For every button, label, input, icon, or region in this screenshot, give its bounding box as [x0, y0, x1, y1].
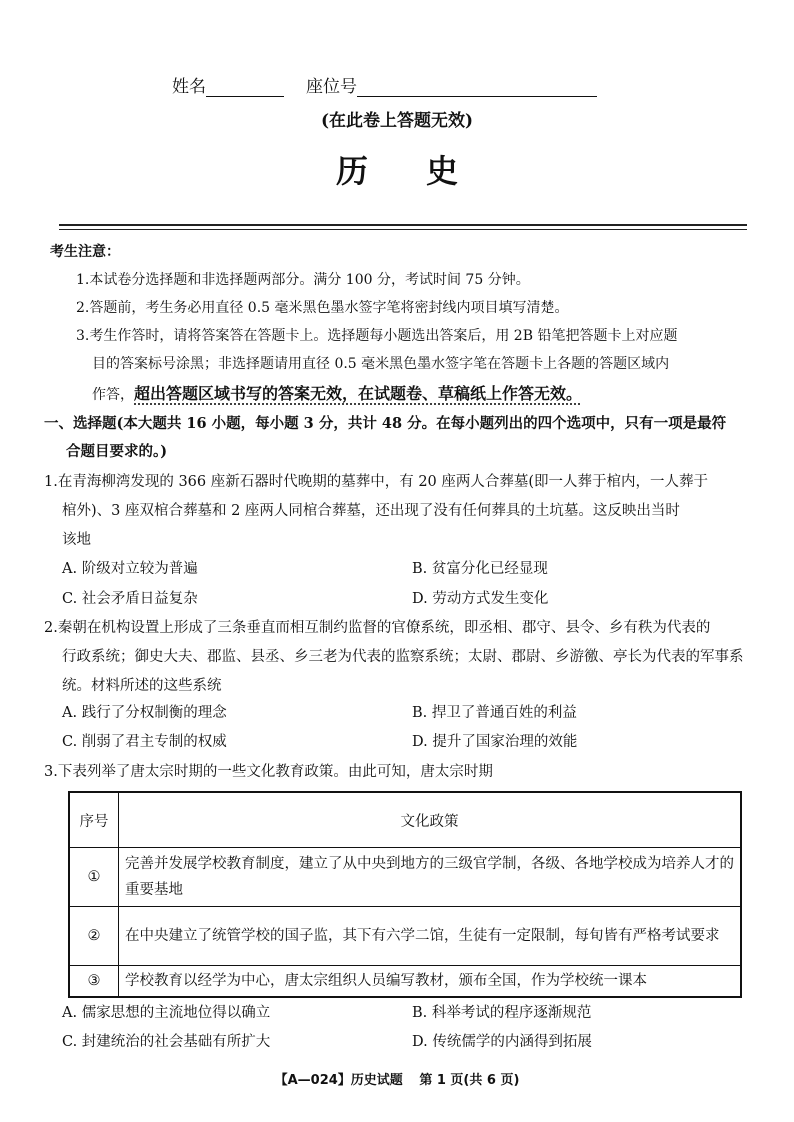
divider-thick — [59, 224, 747, 226]
seat-blank — [357, 78, 597, 97]
question-3-stem: 3.下表列举了唐太宗时期的一些文化教育政策。由此可知，唐太宗时期 — [44, 764, 493, 780]
notice-item-3: 3.考生作答时，请将答案答在答题卡上。选择题每小题选出答案后，用 2B 铅笔把答题卡上对应题 — [76, 328, 678, 344]
invalid-note: (在此卷上答题无效) — [320, 111, 474, 131]
name-label: 姓名 — [172, 77, 206, 97]
question-1-line-1: 1.在青海柳湾发现的 366 座新石器时代晚期的墓葬中，有 20 座两人合葬墓(即一人葬于棺内，一人葬于 — [44, 474, 709, 490]
table-cell-text: 在中央建立了统管学校的国子监，其下有六学二馆，生徒有一定限制，每旬皆有严格考试要求 — [119, 907, 742, 966]
notice-item-3-tail: 作答， — [92, 387, 134, 403]
question-3-option-c[interactable]: C. 封建统治的社会基础有所扩大 — [62, 1034, 271, 1050]
table-row — [69, 907, 741, 966]
table-cell-num: ① — [69, 848, 119, 907]
policy-table — [68, 791, 742, 998]
question-1-line-3: 该地 — [62, 532, 91, 548]
question-2-option-a[interactable]: A. 践行了分权制衡的理念 — [62, 705, 227, 721]
section-heading — [44, 410, 750, 439]
page-footer — [0, 1069, 794, 1088]
table-header-num: 序号 — [69, 792, 119, 848]
footer-page: 第 1 页(共 6 页) — [419, 1073, 520, 1088]
name-blank — [206, 78, 284, 97]
subject-title: 历史 — [335, 152, 516, 190]
table-cell-num: ③ — [69, 966, 119, 998]
notice-item-3-cont: 目的答案标号涂黑；非选择题请用直径 0.5 毫米黑色墨水签字笔在答题卡上各题的答题区域内 — [92, 356, 670, 372]
question-1-option-c[interactable]: C. 社会矛盾日益复杂 — [62, 591, 198, 607]
table-row — [69, 966, 741, 998]
notice-title: 考生注意： — [50, 244, 120, 260]
question-2-line-3: 统。材料所述的这些系统 — [62, 678, 222, 694]
table-cell-text: 学校教育以经学为中心，唐太宗组织人员编写教材，颁布全国，作为学校统一课本 — [119, 966, 742, 998]
table-header-policy: 文化政策 — [119, 792, 742, 848]
question-2-option-b[interactable]: B. 捍卫了普通百姓的利益 — [412, 705, 577, 721]
question-1-option-a[interactable]: A. 阶级对立较为普遍 — [62, 561, 198, 577]
section-line-2: 合题目要求的。) — [66, 443, 168, 460]
table-row — [69, 848, 741, 907]
notice-item-1: 1.本试卷分选择题和非选择题两部分。满分 100 分，考试时间 75 分钟。 — [76, 272, 530, 288]
question-3-option-a[interactable]: A. 儒家思想的主流地位得以确立 — [62, 1005, 271, 1021]
table-cell-text: 完善并发展学校教育制度，建立了从中央到地方的三级官学制，各级、各地学校成为培养人才的重要基地 — [119, 848, 742, 907]
question-3-option-b[interactable]: B. 科举考试的程序逐渐规范 — [412, 1005, 592, 1021]
notice-emphasis: 超出答题区域书写的答案无效，在试题卷、草稿纸上作答无效。 — [134, 384, 583, 403]
table-header-row — [69, 792, 741, 848]
name-seat-line — [172, 72, 597, 97]
question-2-option-d[interactable]: D. 提升了国家治理的效能 — [412, 734, 578, 750]
question-2-line-2: 行政系统；御史大夫、郡监、县丞、乡三老为代表的监察系统；太尉、郡尉、乡游徼、亭长为代表的军事系 — [62, 649, 744, 665]
seat-label: 座位号 — [306, 77, 357, 97]
question-3-option-d[interactable]: D. 传统儒学的内涵得到拓展 — [412, 1034, 592, 1050]
question-2-line-1: 2.秦朝在机构设置上形成了三条垂直而相互制约监督的官僚系统，即丞相、郡守、县令、乡有秩为代表的 — [44, 620, 711, 636]
section-line-1: 一、选择题(本大题共 16 小题，每小题 3 分，共计 48 分。在每小题列出的四个选项中，只有一项是最符 — [44, 415, 727, 432]
question-1-option-d[interactable]: D. 劳动方式发生变化 — [412, 591, 549, 607]
notice-item-2: 2.答题前，考生务必用直径 0.5 毫米黑色墨水签字笔将密封线内项目填写清楚。 — [76, 300, 569, 316]
question-2-option-c[interactable]: C. 削弱了君主专制的权威 — [62, 734, 227, 750]
divider-thin — [59, 229, 747, 230]
footer-code: 【A—024】历史试题 — [274, 1073, 403, 1088]
question-1-line-2: 棺外)、3 座双棺合葬墓和 2 座两人同棺合葬墓，还出现了没有任何葬具的土坑墓。这反映出当时 — [62, 503, 680, 519]
table-cell-num: ② — [69, 907, 119, 966]
question-1-option-b[interactable]: B. 贫富分化已经显现 — [412, 561, 548, 577]
notice-item-3-end — [92, 380, 748, 409]
